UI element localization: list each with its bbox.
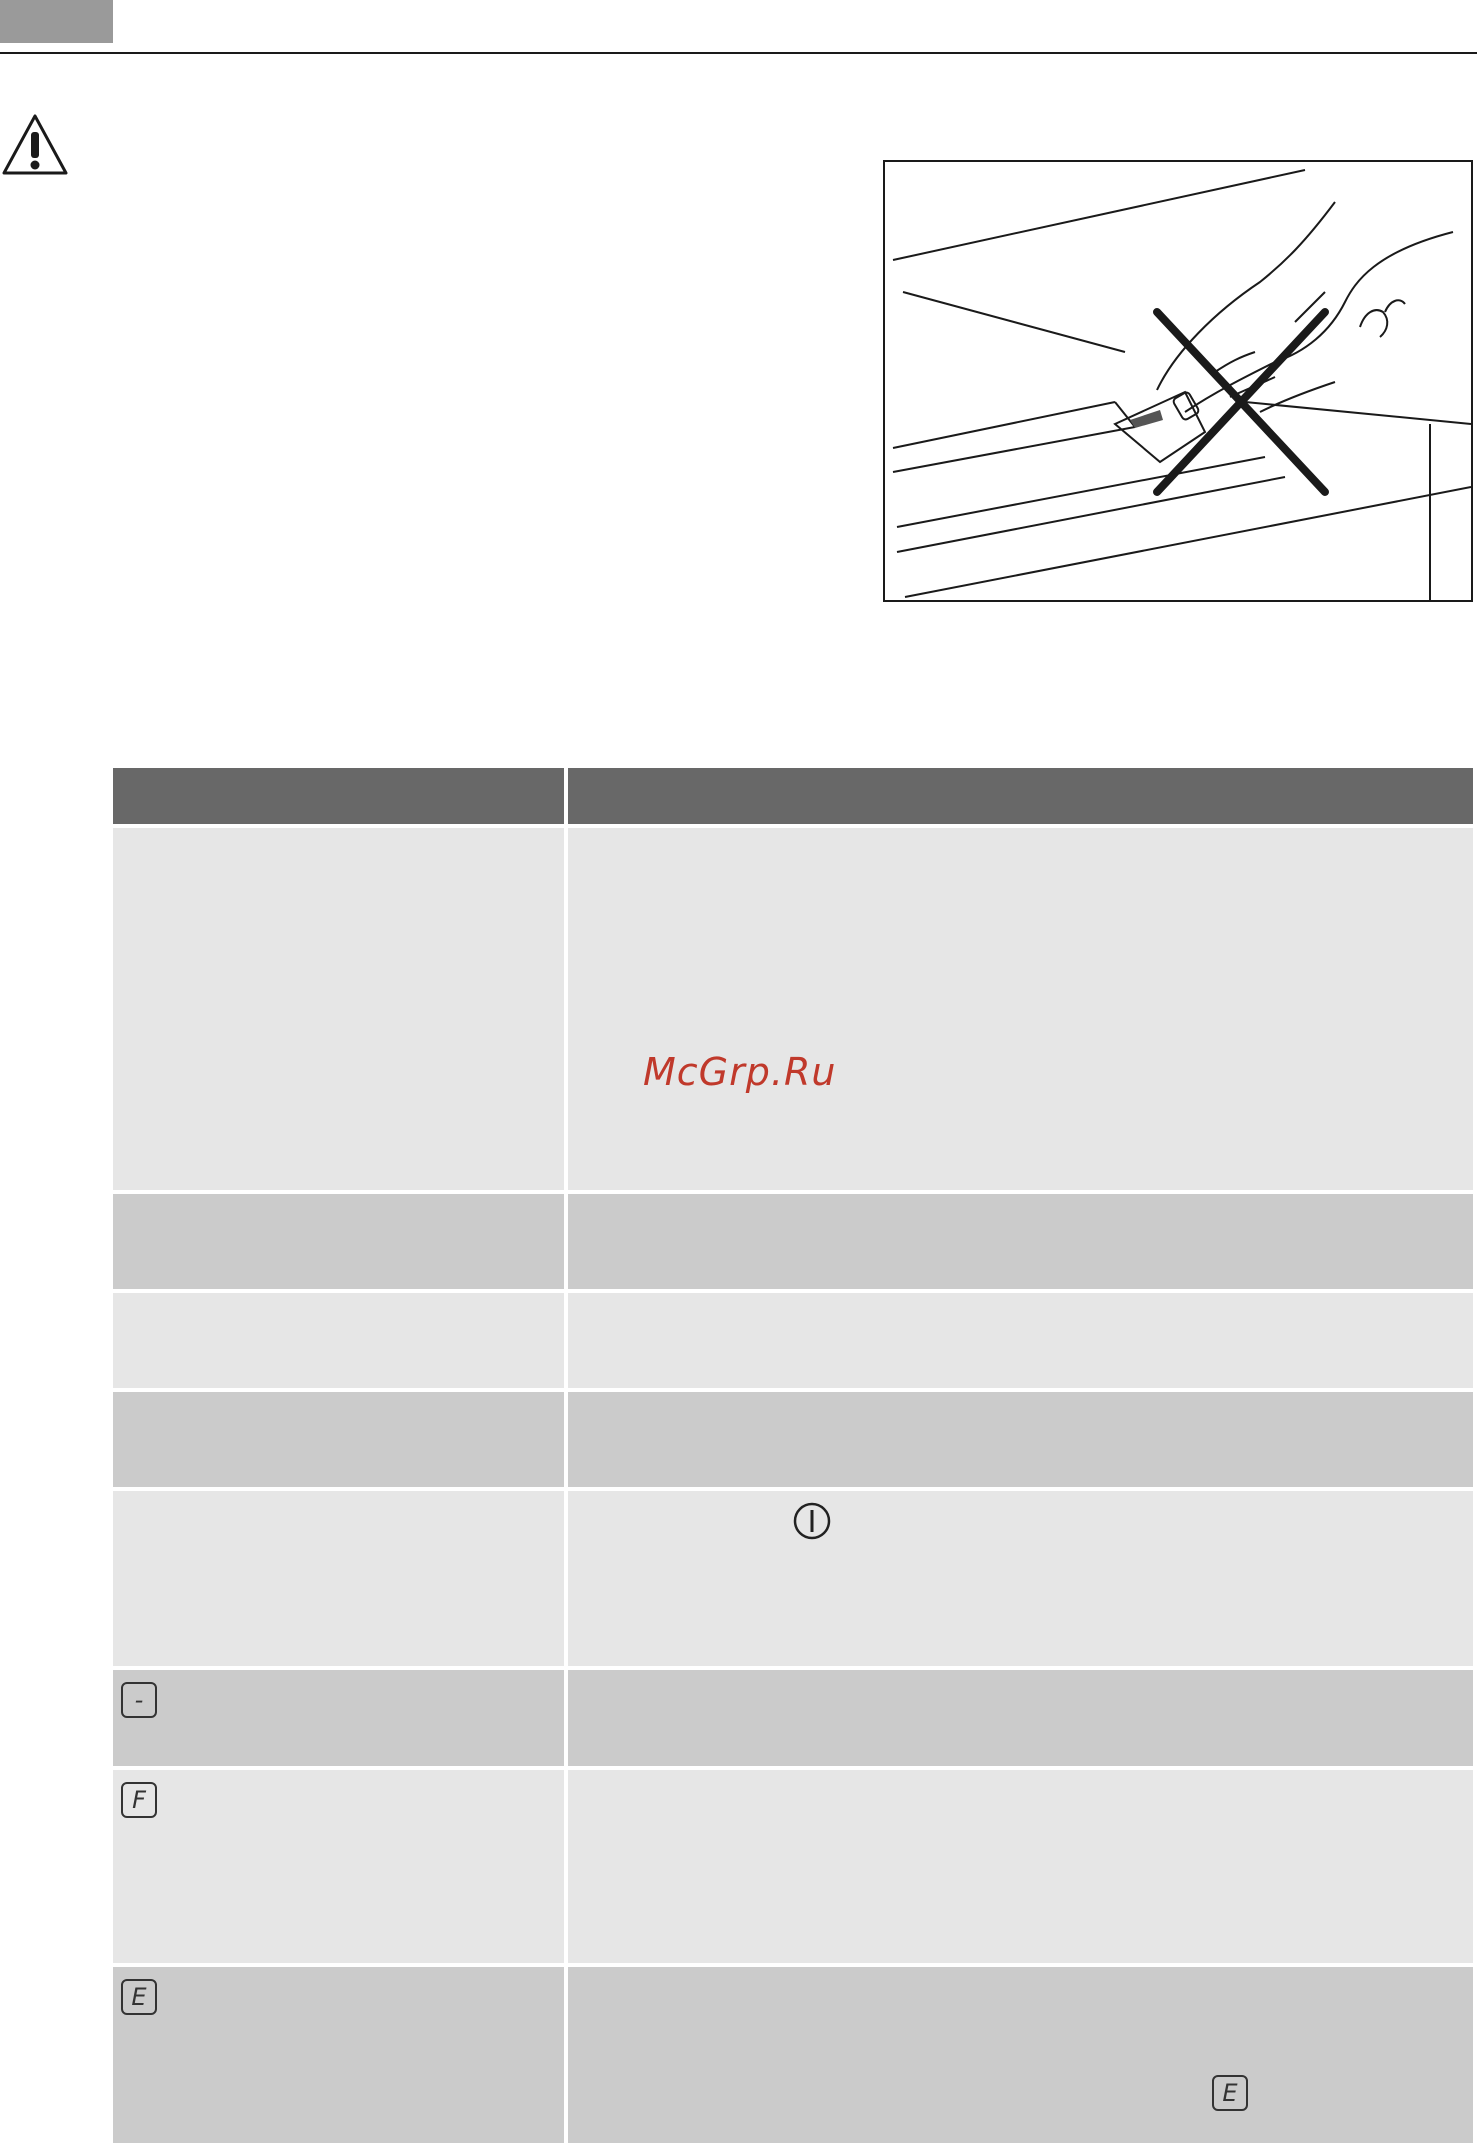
display-e-symbol-inline: E	[1212, 2075, 1248, 2111]
table-row	[113, 1293, 1473, 1388]
power-symbol-icon	[792, 1501, 832, 1541]
problem-cell	[113, 1392, 564, 1487]
page-number-tab	[0, 0, 113, 43]
remedy-cell	[568, 1770, 1473, 1963]
table-row	[113, 1491, 1473, 1666]
remedy-cell	[568, 1670, 1473, 1766]
table-row	[113, 1194, 1473, 1289]
display-dash-symbol: -	[121, 1682, 157, 1718]
problem-cell	[113, 1491, 564, 1666]
illustration-do-not-scrape	[883, 160, 1473, 602]
display-f-symbol: F	[121, 1782, 157, 1818]
table-row	[113, 828, 1473, 1190]
remedy-cell	[568, 1491, 1473, 1666]
table-row	[113, 1770, 1473, 1963]
header-cell-problem	[113, 768, 564, 824]
table-row	[113, 1392, 1473, 1487]
problem-cell	[113, 1293, 564, 1388]
remedy-cell	[568, 828, 1473, 1190]
problem-cell	[113, 1967, 564, 2143]
remedy-cell	[568, 1392, 1473, 1487]
table-header-row	[113, 768, 1473, 824]
table-row	[113, 1967, 1473, 2143]
watermark-text: McGrp.Ru	[643, 1050, 837, 1094]
problem-cell	[113, 1194, 564, 1289]
header-rule	[0, 52, 1477, 54]
display-e-symbol: E	[121, 1979, 157, 2015]
remedy-cell	[568, 1293, 1473, 1388]
remedy-cell	[568, 1194, 1473, 1289]
problem-cell	[113, 1670, 564, 1766]
warning-triangle-icon	[0, 112, 70, 178]
table-row	[113, 1670, 1473, 1766]
problem-cell	[113, 828, 564, 1190]
problem-cell	[113, 1770, 564, 1963]
remedy-cell	[568, 1967, 1473, 2143]
header-cell-remedy	[568, 768, 1473, 824]
troubleshooting-table	[113, 768, 1473, 2143]
